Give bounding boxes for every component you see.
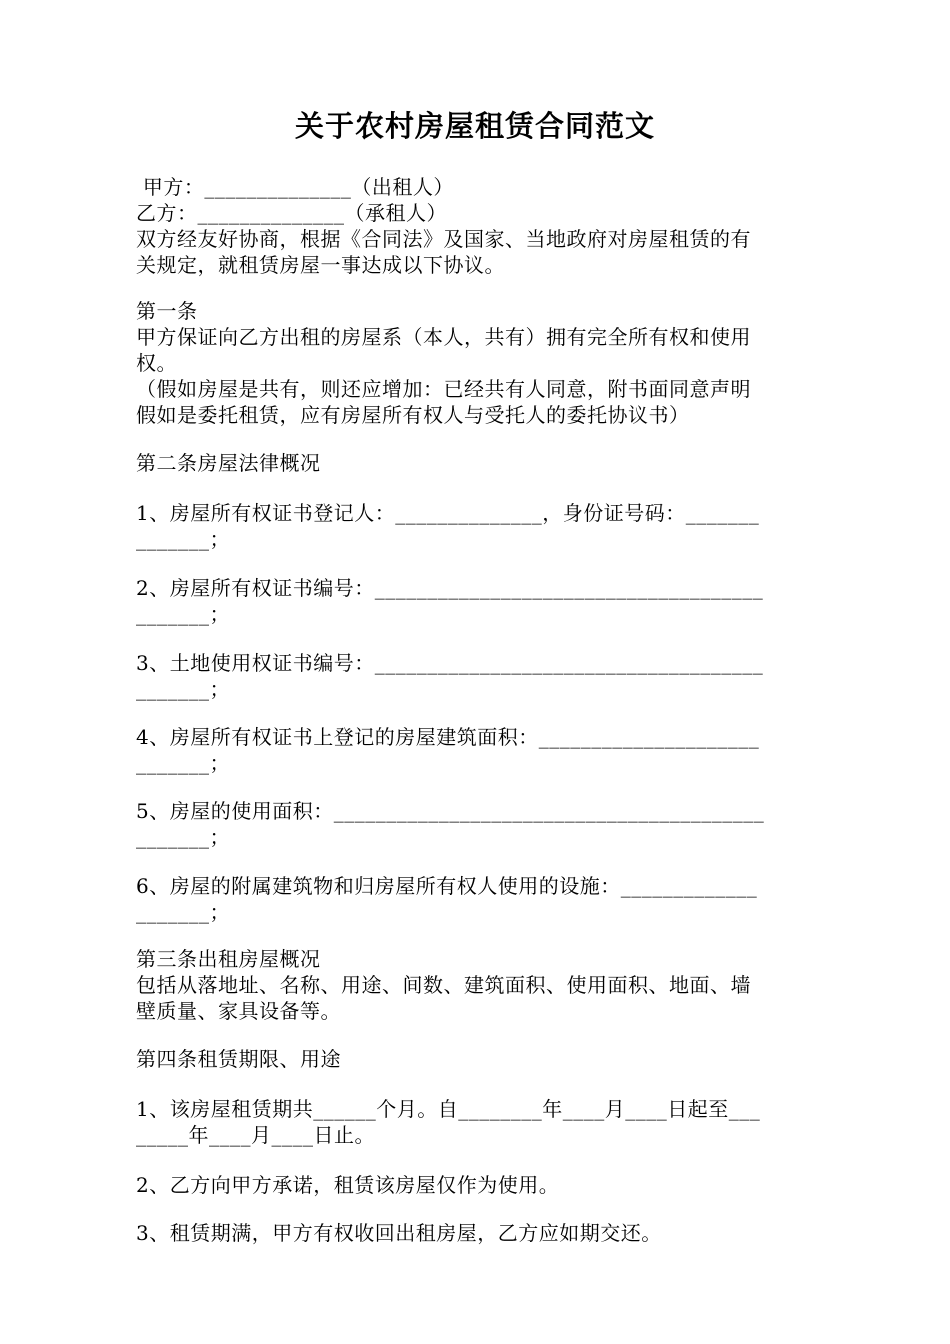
article-3-heading: 第三条出租房屋概况 <box>136 947 321 971</box>
item-2-line-2: _______； <box>136 602 230 626</box>
term-item-1-line-1: 1、该房屋租赁期共______个月。自________年____月____日起至___ <box>136 1097 761 1121</box>
intro-line-1: 双方经友好协商，根据《合同法》及国家、当地政府对房屋租赁的有 <box>136 227 751 251</box>
intro-line-2: 关规定，就租赁房屋一事达成以下协议。 <box>136 253 505 277</box>
article-1-note-1: （假如房屋是共有，则还应增加：已经共有人同意，附书面同意声明 <box>136 377 751 401</box>
term-item-2: 2、乙方向甲方承诺，租赁该房屋仅作为使用。 <box>136 1173 560 1197</box>
item-6-line-1: 6、房屋的附属建筑物和归房屋所有权人使用的设施：_____________ <box>136 874 758 898</box>
item-1-line-2: _______； <box>136 527 230 551</box>
item-5-line-1: 5、房屋的使用面积：_________________________________________ <box>136 799 765 823</box>
item-4-line-2: _______； <box>136 751 230 775</box>
item-2-line-1: 2、房屋所有权证书编号：_____________________________________ <box>136 576 764 600</box>
article-1-heading: 第一条 <box>136 299 198 323</box>
article-2-heading: 第二条房屋法律概况 <box>136 451 321 475</box>
item-3-line-1: 3、土地使用权证书编号：_____________________________________ <box>136 651 764 675</box>
term-item-1-line-2: _____年____月____日止。 <box>136 1123 375 1147</box>
article-1-line-1: 甲方保证向乙方出租的房屋系（本人，共有）拥有完全所有权和使用 <box>136 325 751 349</box>
term-item-3: 3、租赁期满，甲方有权收回出租房屋，乙方应如期交还。 <box>136 1221 662 1245</box>
party-b-line: 乙方：______________（承租人） <box>136 201 447 225</box>
item-5-line-2: _______； <box>136 825 230 849</box>
document-title: 关于农村房屋租赁合同范文 <box>294 109 655 143</box>
item-6-line-2: _______； <box>136 900 230 924</box>
item-1-line-1: 1、房屋所有权证书登记人：______________，身份证号码：_______ <box>136 501 760 525</box>
article-4-heading: 第四条租赁期限、用途 <box>136 1047 341 1071</box>
article-3-line-1: 包括从落地址、名称、用途、间数、建筑面积、使用面积、地面、墙 <box>136 973 751 997</box>
article-1-line-2: 权。 <box>136 351 177 375</box>
party-a-line: 甲方：______________（出租人） <box>136 175 454 199</box>
item-4-line-1: 4、房屋所有权证书上登记的房屋建筑面积：_____________________ <box>136 725 760 749</box>
item-3-line-2: _______； <box>136 677 230 701</box>
article-3-line-2: 壁质量、家具设备等。 <box>136 999 341 1023</box>
article-1-note-2: 假如是委托租赁，应有房屋所有权人与受托人的委托协议书） <box>136 403 690 427</box>
